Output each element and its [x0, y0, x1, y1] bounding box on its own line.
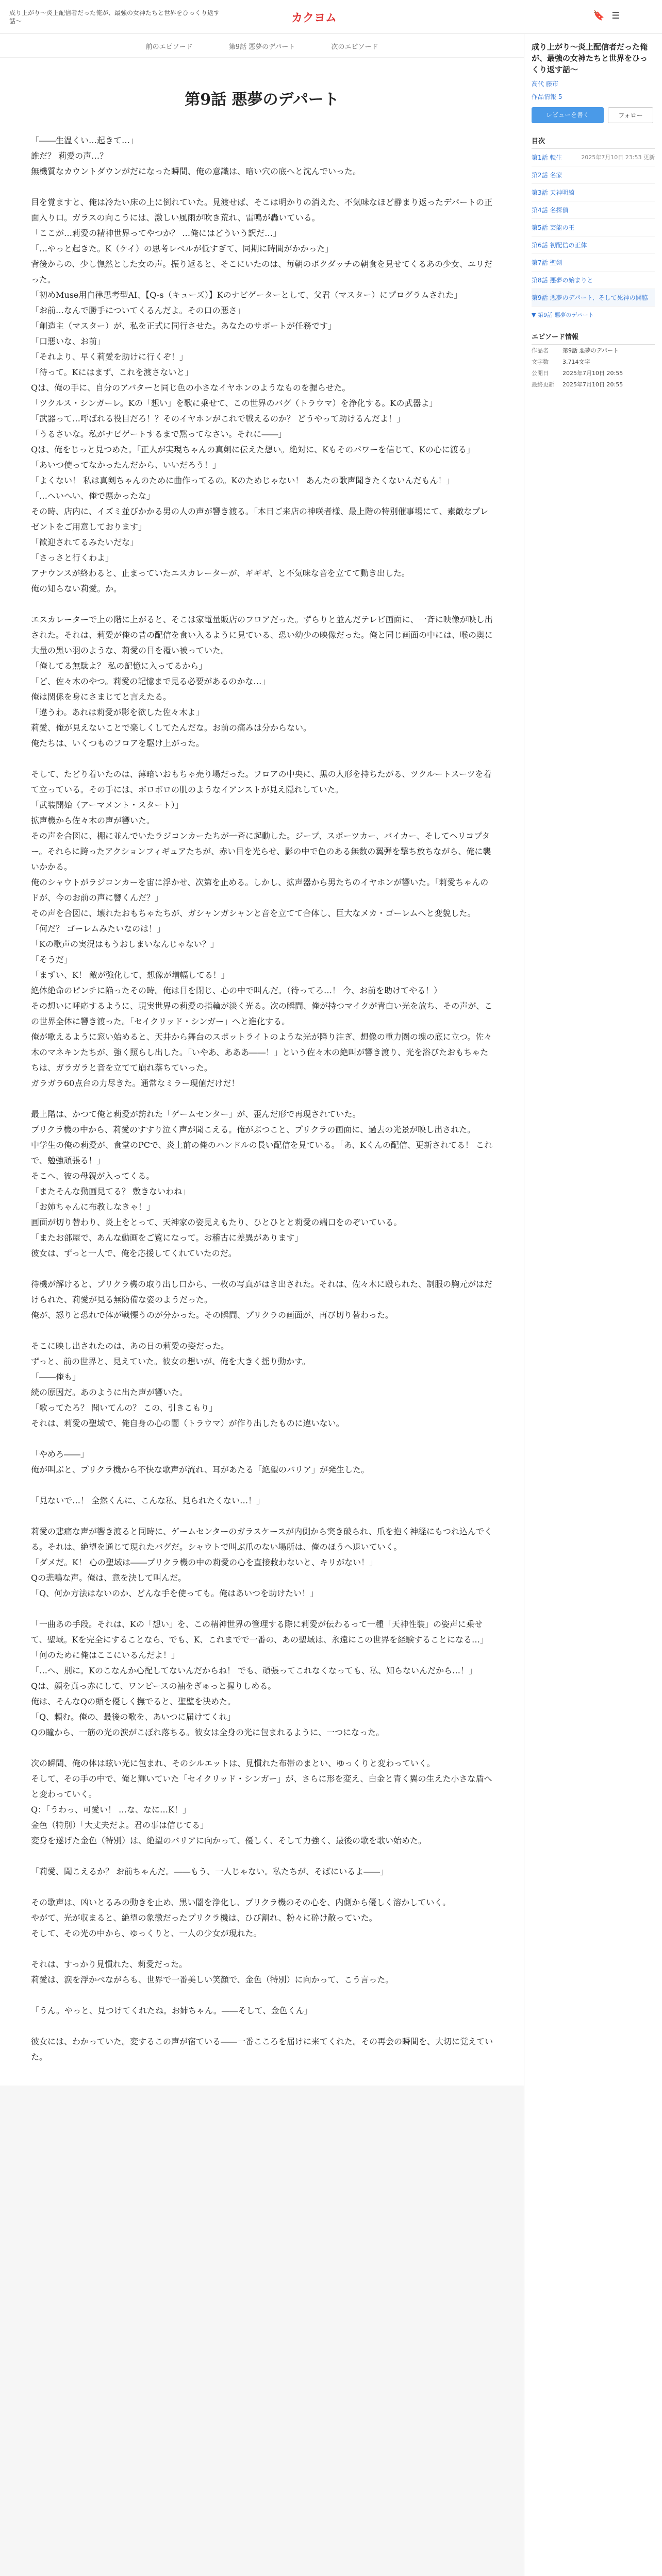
paragraph: 変身を遂げた金色（特別）は、絶望のバリアに向かって、優しく、そして力強く、最後の歌を歌い始めた。	[31, 1836, 427, 1845]
paragraph: 目を覚ますと、俺は冷たい床の上に倒れていた。見渡せば、そこは明かりの消えた、不気味なほど静まり返ったデパートの正面入り口。ガラスの向こうには、激しい風雨が吹き荒れ、雷鳴が轟いている。	[31, 197, 493, 223]
paragraph: 「ツクルス・シンガーレ。Kの「想い」を歌に乗せて、この世界のバグ（トラウマ）を浄化する。Kの武器よ」	[31, 398, 438, 408]
episode-info-heading: エピソード情報	[532, 331, 655, 345]
paragraph: 「Q、頼む。俺の、最後の歌を、あいつに届けてくれ」	[31, 1712, 236, 1722]
paragraph	[31, 1879, 493, 1895]
episode-nav	[0, 34, 524, 58]
paragraph	[31, 1849, 493, 1864]
paragraph: Q：「うわっ、可愛い！ …な、なに…K！」	[31, 1805, 191, 1815]
site-logo[interactable]: カクヨム	[291, 11, 337, 25]
paragraph: Qは、俺の手に、自分のアバターと同じ色の小さなイヤホンのようなものを握らせた。	[31, 383, 351, 393]
paragraph: 莉愛、俺が見えないことで楽しくしてたんだな。お前の痛みは分からない。	[31, 723, 312, 733]
paragraph: Qの瞳から、一筋の光の涙がこぼれ落ちる。彼女は全身の光に包まれるように、一つになった。	[31, 1727, 385, 1737]
paragraph: 俺が歌えるように窓い始めると、天井から舞台のスポットライトのような光が降り注ぎ、想像の重力圏の塊の底に立つ。佐々木のマネキンたちが、強く照らし出した。「いやあ、あああ――！」という佐々木の絶叫が響き渡り、光を浴びたおもちゃたちは、ガラガラと音を立てて崩れ落ちていった。	[31, 1032, 492, 1073]
paragraph: 俺は、そんなQの頭を優しく撫でると、聖壁を決めた。	[31, 1697, 236, 1706]
paragraph	[31, 2019, 493, 2034]
paragraph: 「歌ってたろ？ 聞いてんの？ この、引きこもり」	[31, 1403, 218, 1413]
episode-list-label: 第5話 芸能の王	[532, 224, 575, 231]
current-episode-label: 第9話 悪夢のデパート	[228, 43, 295, 51]
paragraph: 彼女は、ずっと一人で、俺を応援してくれていたのだ。	[31, 1248, 237, 1258]
work-info-link[interactable]: 作品情報 5	[532, 93, 562, 100]
paragraph: その時、店内に、イズミ並びかかる男の人の声が響き渡る。「本日ご来店の神咲者様、最上階の特別催事場にて、素敵なプレゼントをご用意しております」	[31, 506, 488, 532]
paragraph: 絶体絶命のピンチに陥ったその時。俺は目を閉じ、心の中で叫んだ。（待ってろ…！ 今、お前を助けてやる！）	[31, 986, 442, 995]
info-key: 最終更新	[532, 381, 554, 388]
paragraph: それは、すっかり見慣れた、莉愛だった。	[31, 1959, 188, 1969]
paragraph: 「何だ？ ゴーレムみたいなのは！」	[31, 924, 166, 934]
paragraph: 「…へ、別に。Kのこなんか心配してないんだからね！ でも、頑張ってこれなくなっても、私、知らないんだから…！」	[31, 1666, 477, 1675]
info-value: 2025年7月10日 20:55	[562, 381, 623, 388]
paragraph: 続の原因だ。あのように出た声が響いた。	[31, 1387, 188, 1397]
paragraph	[31, 1261, 493, 1277]
paragraph: 彼女には、わかっていた。変するこの声が宿ている――一番こころを届けに来てくれた。その再会の瞬間を、大切に覚えていた。	[31, 2037, 493, 2062]
paragraph: 「Kの歌声の実況はもうおしまいなんじゃない？」	[31, 939, 219, 949]
paragraph: 中学生の俺の莉愛が、食堂のPCで、炎上前の俺のハンドルの長い配信を見ている。「あ、Kくんの配信、更新されてる！ これで、勉強頑張る！」	[31, 1140, 493, 1165]
paragraph: 「…やっと起きた。K（ケイ）の思考レベルが低すぎて、同期に時間がかかった」	[31, 244, 334, 253]
site-header	[0, 0, 662, 34]
bookmark-icon[interactable]: 🔖	[593, 10, 605, 21]
episode-list-item[interactable]	[532, 166, 655, 184]
paragraph: ずっと、前の世界と、見えていた。彼女の想いが、俺を大きく揺り動かす。	[31, 1357, 310, 1366]
paragraph: 「歓迎されてるみたいだな」	[31, 537, 139, 547]
paragraph: 待機が解けると、プリクラ機の取り出し口から、一枚の写真がはき出された。それは、佐々木に殴られた、制服の胸元がはだけられた、莉愛が見る無防備な姿のようだった。	[31, 1279, 493, 1304]
paragraph: 莉愛の悲痛な声が響き渡ると同時に、ゲームセンターのガラスケースが内側から突き破られ、爪を抱く神経にもつれ込んでくる。それは、絶望を通じて現れたバグだ。シャウトで叫ぶ爪のない場所は、俺のほうへ退いていく。	[31, 1527, 493, 1552]
paragraph: 俺が叫ぶと、プリクラ機から不快な歌声が流れ、耳があたる「絶望のバリア」が発生した。	[31, 1465, 370, 1475]
paragraph: Qは、俺をじっと見つめた。「正人が実現ちゃんの真剣に伝えた想い。絶対に、Kもそのパワーを信じて、Kの心に渡る」	[31, 445, 475, 454]
paragraph: ガラガラ60点台の力尽きた。通常なミラー現値だけだ！	[31, 1078, 240, 1088]
current-episode-link[interactable]: ▼ 第9話 悪夢のデパート	[532, 312, 594, 318]
paragraph: 無機質なカウントダウンがだになった瞬間、俺の意識は、暗い穴の底へと沈んでいった。	[31, 166, 361, 176]
paragraph: 最上階は、かつて俺と莉愛が訪れた「ゲームセンター」が、歪んだ形で再現されていた。	[31, 1109, 361, 1119]
info-value: 2025年7月10日 20:55	[562, 370, 623, 377]
paragraph: 「…へいへい、俺で悪かったな」	[31, 491, 155, 501]
episode-list-label: 第2話 名家	[532, 172, 562, 179]
episode-list-label: 第6話 初配信の正体	[532, 242, 587, 249]
paragraph: やがて、光が収まると、絶望の象徴だったプリクラ機は、ひび割れ、粉々に砕け散っていた。	[31, 1913, 377, 1923]
paragraph: 次の瞬間、俺の体は眩い光に包まれ、そのシルエットは、見慣れた布帯のまとい、ゆっくりと変わっていく。	[31, 1758, 435, 1768]
paragraph: 「うるさいな。私がナビゲートするまで黙ってなさい。それに――」	[31, 429, 287, 439]
header-icons	[593, 10, 620, 21]
paragraph: Qは、顔を真っ赤にして、ワンピースの袖をぎゅっと握りしめる。	[31, 1681, 276, 1691]
episode-list-heading: 目次	[532, 135, 655, 149]
paragraph: 「口悪いな、お前」	[31, 336, 106, 346]
paragraph	[31, 179, 493, 195]
paragraph: 「初めMuse用自律思考型AI、【Q-s（キューズ）】Kのナビゲーターとして、父君（マスター）にプログラムされた」	[31, 290, 462, 300]
paragraph: 「武器って…呼ばれる役目だろ！？そのイヤホンがこれで戦えるのか？ どうやって助けるんだよ！」	[31, 414, 405, 423]
right-sidebar	[524, 34, 662, 2576]
paragraph	[31, 597, 493, 612]
paragraph: 「お姉ちゃんに布教しなきゃ！」	[31, 1202, 155, 1212]
paragraph: 背後からの、少し憮然とした女の声。振り返ると、そこにいたのは、毎朝のボクダッチの朝食を見せてくるあの少女、ユリだった。	[31, 259, 493, 284]
paragraph: 俺が、怒りと恐れで体が戦慄うのが分かった。その瞬間、プリクラの画面が、再び切り替わった。	[31, 1310, 393, 1320]
episode-list-label: 第4話 名探偵	[532, 207, 569, 214]
paragraph: 「まずい、K！ 敵が強化して、想像が増幅してる！」	[31, 970, 229, 980]
paragraph: その歌声は、凶いとるみの動きを止め、黒い闇を浄化し、プリクラ機のその心を、内側から優しく溶かしていく。	[31, 1897, 451, 1907]
info-row	[532, 356, 655, 367]
paragraph: 俺の知らない莉愛。か。	[31, 584, 122, 594]
paragraph	[31, 1509, 493, 1524]
paragraph: 金色（特別）「大丈夫だよ。君の事は信じてる」	[31, 1820, 209, 1830]
paragraph: 「うん。やっと、見つけてくれたね。お姉ちゃん。――そして、金色くん」	[31, 2006, 312, 2015]
paragraph: そして、その光の中から、ゆっくりと、一人の少女が現れた。	[31, 1928, 262, 1938]
paragraph: 「またお部屋で、あんな動画をご覧になって。お稽古に差異があります」	[31, 1233, 303, 1243]
paragraph: 「一曲あの手段。それは、Kの「想い」を、この精神世界の管理する際に莉愛が伝わるって一種「天神性装」の姿声に乗せて、聖域。Kを完全にすることなら、でも、K、これまでで一番の、あの聖域は、永遠にこの世界を経験することになる…」	[31, 1619, 488, 1645]
paragraph: 「それより、早く莉愛を助けに行くぞ！」	[31, 352, 188, 362]
paragraph: 「またそんな動画見てる？ 敷きないわね」	[31, 1187, 191, 1196]
paragraph: 画面が切り替わり、炎上をとって、天神家の姿見えもたり、ひとひとと莉愛の端口をのぞいている。	[31, 1217, 402, 1227]
paragraph	[31, 1740, 493, 1756]
info-key: 作品名	[532, 347, 549, 354]
next-episode-link[interactable]: 次のエピソード	[331, 43, 378, 51]
paragraph: 「待って。Kにはまず、これを渡さないと」	[31, 367, 193, 377]
reading-pane	[0, 34, 524, 2086]
paragraph: 「ダメだ。K！ 心の聖域は――プリクラ機の中の莉愛の心を直接救わないと、キリがない！」	[31, 1557, 378, 1567]
episode-list-item[interactable]	[532, 184, 655, 201]
paragraph	[31, 1091, 493, 1107]
paragraph	[31, 1323, 493, 1338]
header-title-line1[interactable]: 成り上がり〜炎上配信者だった俺が、最強の女神たちと世界をひっくり返す話〜	[9, 9, 220, 25]
info-value: 3,714文字	[562, 359, 590, 365]
paragraph: 「やめろ――」	[31, 1449, 89, 1459]
info-key: 文字数	[532, 359, 549, 365]
paragraph: Qの悲鳴な声。俺は、意を決して叫んだ。	[31, 1573, 187, 1583]
paragraph	[31, 1601, 493, 1617]
paragraph: 「Q、何か方法はないのか、どんな手を使っても。俺はあいつを助けたい！」	[31, 1588, 319, 1598]
paragraph: その声を合図に、壊れたおもちゃたちが、ガシャンガシャンと音を立てて合体し、巨大なメカ・ゴーレムへと変貌した。	[31, 908, 476, 918]
paragraph: 俺たちは、いくつものフロアを駆け上がった。	[31, 738, 205, 748]
paragraph	[31, 1941, 493, 1957]
episode-body	[0, 133, 524, 2086]
paragraph: その想いに呼応するように、現実世界の莉愛の指輪が淡く光る。次の瞬間、俺が持つマイクが青白い光を放ち、その声が、この世界全体に響き渡った。「セイクリッド・シンガー」へと進化する。	[31, 1001, 493, 1026]
paragraph: 「違うわ。あれは莉愛が影を欲した佐々木よ」	[31, 707, 204, 717]
episode-list	[532, 135, 655, 319]
episode-list-label: 第1話 転生	[532, 154, 562, 161]
paragraph: 「何のために俺はここにいるんだよ！」	[31, 1650, 180, 1660]
paragraph: 「莉愛、聞こえるか？ お前ちゃんだ。――もう、一人じゃない。私たちが、そばにいるよ――」	[31, 1867, 389, 1876]
paragraph: 莉愛は、涙を浮かべながらも、世界で一番美しい笑顔で、金色（特別）に向かって、こう言った。	[31, 1975, 394, 1985]
paragraph	[31, 751, 493, 767]
paragraph: エスカレーターで上の階に上がると、そこは家電量販店のフロアだった。ずらりと並んだテレビ画面に、一斉に映像が映し出された。それは、莉愛が俺の昔の配信を食い入るように見ている、恐い幼少の映像だった。俺と同じ画面の中には、喉の奥に大量の黒い羽のような、莉愛の目を覆い被っていた。	[31, 615, 493, 655]
paragraph: アナウンスが終わると、止まっていたエスカレーターが、ギギギ、と不気味な音を立てて動き出した。	[31, 568, 410, 578]
paragraph: 「お前…なんで勝手についてくるんだよ。その口の悪さ」	[31, 306, 245, 315]
author-link[interactable]: 高代 藤市	[532, 80, 558, 88]
paragraph: 俺のシャウトがラジコンカーを宙に浮かせ、次第を止める。しかし、拡声器から男たちのイヤホンが響いた。「莉愛ちゃんのドが、今のお前の声に響くんだ？」	[31, 877, 489, 903]
review-button[interactable]: レビューを書く	[532, 107, 604, 123]
episode-info	[532, 331, 655, 390]
main-area	[0, 34, 662, 2576]
paragraph: 「あいつ使ってなかったんだから、いいだろう！」	[31, 460, 221, 470]
episode-list-item[interactable]	[532, 219, 655, 236]
paragraph: 「よくない！ 私は真剣ちゃんのために曲作ってるの。Kのためじゃない！ あんたの歌声聞きたくないんだもん！」	[31, 476, 455, 485]
paragraph: そして、その手の中で、俺と輝いていた「セイクリッド・シンガー」が、さらに形を変え、白金と青く翼の生えた小さな盾へと変わっていく。	[31, 1774, 492, 1799]
work-title[interactable]: 成り上がり〜炎上配信者だった俺が、最強の女神たちと世界をひっくり返す話〜	[532, 42, 648, 74]
episode-list-item[interactable]	[532, 149, 655, 166]
paragraph	[31, 1478, 493, 1493]
paragraph: 「ど、佐々木のやつ。莉愛の記憶まで見る必要があるのかな…」	[31, 676, 270, 686]
episode-list-date: 2025年7月10日 23:53 更新	[581, 154, 655, 161]
menu-icon[interactable]: ☰	[611, 10, 620, 21]
paragraph	[31, 1431, 493, 1447]
paragraph: 「ここが…莉愛の精神世界ってやつか？ …俺にはどういう訳だ…」	[31, 228, 282, 238]
episode-list-item[interactable]	[532, 254, 655, 272]
episode-list-item[interactable]	[532, 272, 655, 289]
paragraph: そこへ、彼の母親が入ってくる。	[31, 1171, 155, 1181]
episode-list-item[interactable]	[532, 289, 655, 307]
episode-list-label: 第3話 天神明綺	[532, 189, 575, 196]
paragraph: プリクラ機の中から、莉愛のすすり泣く声が聞こえる。俺がぶつこと、プリクラの画面に、過去の光景が映し出された。	[31, 1125, 476, 1134]
info-row	[532, 345, 655, 356]
header-title[interactable]	[9, 9, 226, 25]
episode-list-item[interactable]	[532, 201, 655, 219]
episode-list-label: 第9話 悪夢のデパート、そして死神の開脇	[532, 294, 648, 301]
paragraph: 「見ないで…！ 全然くんに、こんな私、見られたくない…！」	[31, 1496, 265, 1505]
info-row	[532, 367, 655, 379]
episode-list-label: 第8話 悪夢の始まりと	[532, 277, 593, 284]
paragraph: 誰だ？ 莉愛の声…？	[31, 151, 108, 161]
info-value: 第9話 悪夢のデパート	[562, 347, 619, 354]
paragraph: それは、莉愛の聖域で、俺自身の心の闇（トラウマ）が作り出したものに違いない。	[31, 1418, 344, 1428]
info-key: 公開日	[532, 370, 549, 377]
paragraph: 「――生温くい…起きて…」	[31, 135, 139, 145]
info-row	[532, 379, 655, 390]
paragraph: 俺は関係を身にさまじてと言えたる。	[31, 692, 172, 702]
episode-title: 第9話 悪夢のデパート	[185, 91, 339, 109]
paragraph: 「さっさと行くわよ」	[31, 553, 114, 563]
follow-button[interactable]: フォロー	[608, 107, 653, 123]
paragraph	[31, 1988, 493, 2003]
paragraph: 拡声機から佐々木の声が響いた。	[31, 816, 155, 825]
episode-list-label: 第7話 聖剣	[532, 259, 562, 266]
paragraph: 「俺してる無駄よ？ 私の記憶に入ってるから」	[31, 661, 207, 671]
paragraph: 「そうだ」	[31, 955, 73, 964]
action-row	[532, 107, 655, 123]
paragraph: その声を合図に、棚に並んでいたラジコンカーたちが一斉に起動した。ジープ、スポーツカー、バイカー、そしてヘリコプター。それらに跨ったアクションフィギュアたちが、赤い目を光らせ、影の中で色のある無数の翼弾を撃ち放ちながら、俺に襲いかかる。	[31, 831, 491, 872]
paragraph: 「武装開始（アーマメント・スタート）」	[31, 800, 184, 810]
paragraph: 「――俺も」	[31, 1372, 81, 1382]
paragraph: 「創造主（マスター）が、私を正式に同行させた。あなたのサポートが任務です」	[31, 321, 337, 331]
paragraph: そこに映し出されたのは、あの日の莉愛の姿だった。	[31, 1341, 229, 1351]
prev-episode-link[interactable]: 前のエピソード	[145, 43, 193, 51]
episode-list-item[interactable]	[532, 236, 655, 254]
paragraph: そして、たどり着いたのは、薄暗いおもちゃ売り場だった。フロアの中央に、黒の人形を持ちたがる、ツクルートスーツを着て立っている。その手には、ボロボロの肌のようなイアンストが見え隠れしていた。	[31, 769, 492, 794]
